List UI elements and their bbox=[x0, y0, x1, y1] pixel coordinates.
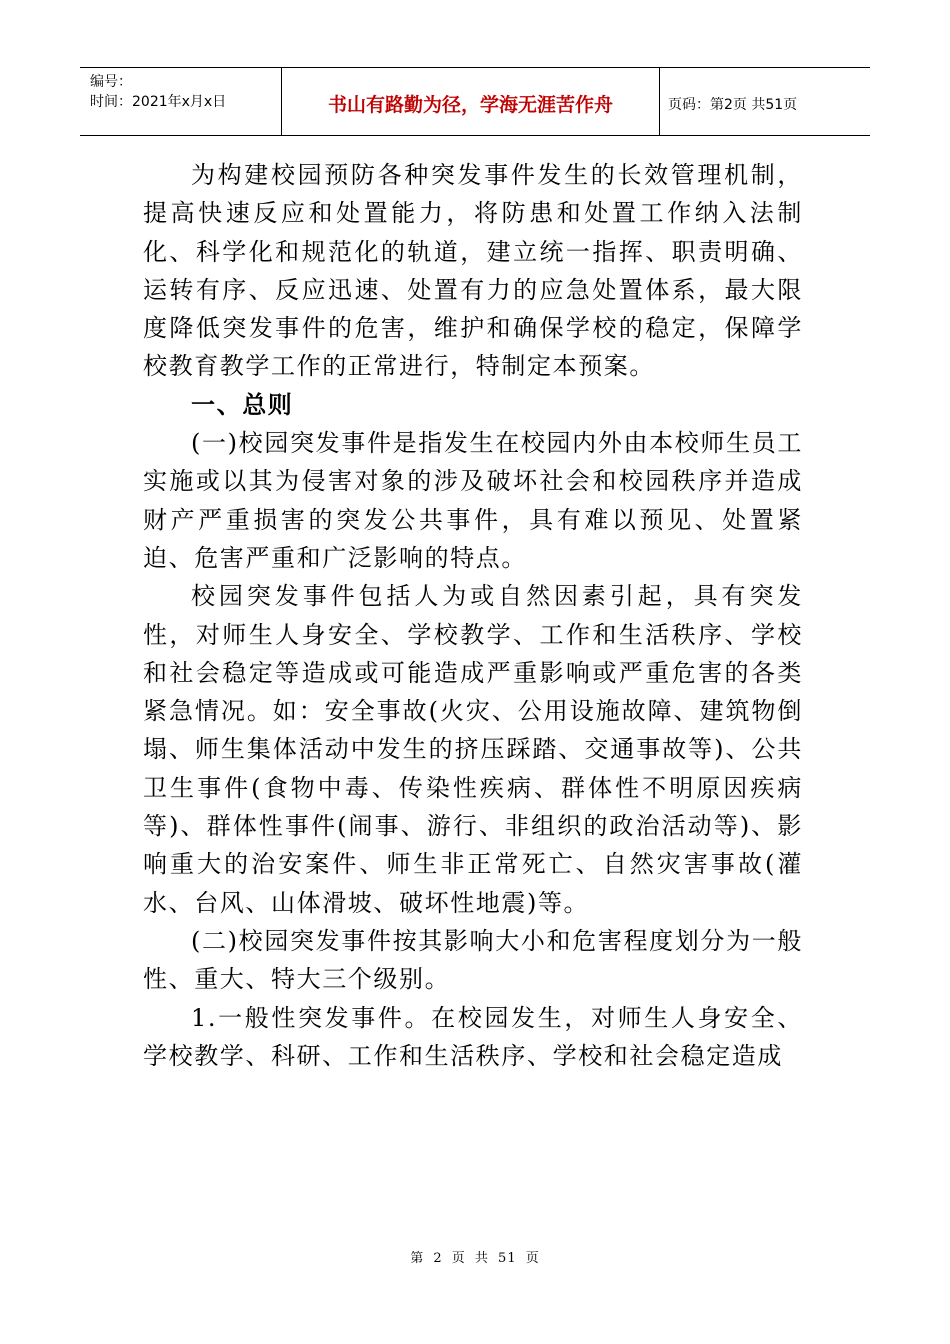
header-meta bbox=[80, 68, 282, 135]
header-page-info: 页码：第2页 共51页 bbox=[668, 96, 798, 113]
document-date: 时间：2021年x月x日 bbox=[90, 94, 227, 110]
body-paragraph: (一)校园突发事件是指发生在校园内外由本校师生员工实施或以其为侵害对象的涉及破坏社会和校园秩序并造成财产严重损害的突发公共事件，具有难以预见、处置紧迫、危害严重和广泛影响的特点。 bbox=[143, 429, 803, 572]
page-footer: 第 2 页 共 51 页 bbox=[410, 1251, 540, 1266]
intro-paragraph: 为构建校园预防各种突发事件发生的长效管理机制，提高快速反应和处置能力，将防患和处置工作纳入法制化、科学化和规范化的轨道，建立统一指挥、职责明确、运转有序、反应迅速、处置有力的应急处置体系，最大限度降低突发事件的危害，维护和确保学校的稳定，保障学校教育教学工作的正常进行，特制定本预案。 bbox=[143, 161, 803, 381]
body-paragraph: 1.一般性突发事件。在校园发生，对师生人身安全、学校教学、科研、工作和生活秩序、学校和社会稳定造成 bbox=[143, 1003, 803, 1070]
page-header bbox=[80, 67, 870, 136]
section-heading: 一、总则 bbox=[191, 390, 294, 419]
body-paragraph: 校园突发事件包括人为或自然因素引起，具有突发性，对师生人身安全、学校教学、工作和生活秩序、学校和社会稳定等造成或可能造成严重影响或严重危害的各类紧急情况。如：安全事故(火灾、公用设施故障、建筑物倒塌、师生集体活动中发生的挤压踩踏、交通事故等)、公共卫生事件(食物中毒、传染性疾病、群体性不明原因疾病等)、群体性事件(闹事、游行、非组织的政治活动等)、影响重大的治安案件、师生非正常死亡、自然灾害事故(灌水、台风、山体滑坡、破坏性地震)等。 bbox=[143, 582, 803, 917]
body-paragraph: (二)校园突发事件按其影响大小和危害程度划分为一般性、重大、特大三个级别。 bbox=[143, 926, 803, 994]
document-body bbox=[143, 156, 803, 1075]
header-motto: 书山有路勤为径，学海无涯苦作舟 bbox=[282, 68, 660, 135]
document-number-label: 编号： bbox=[90, 74, 132, 90]
